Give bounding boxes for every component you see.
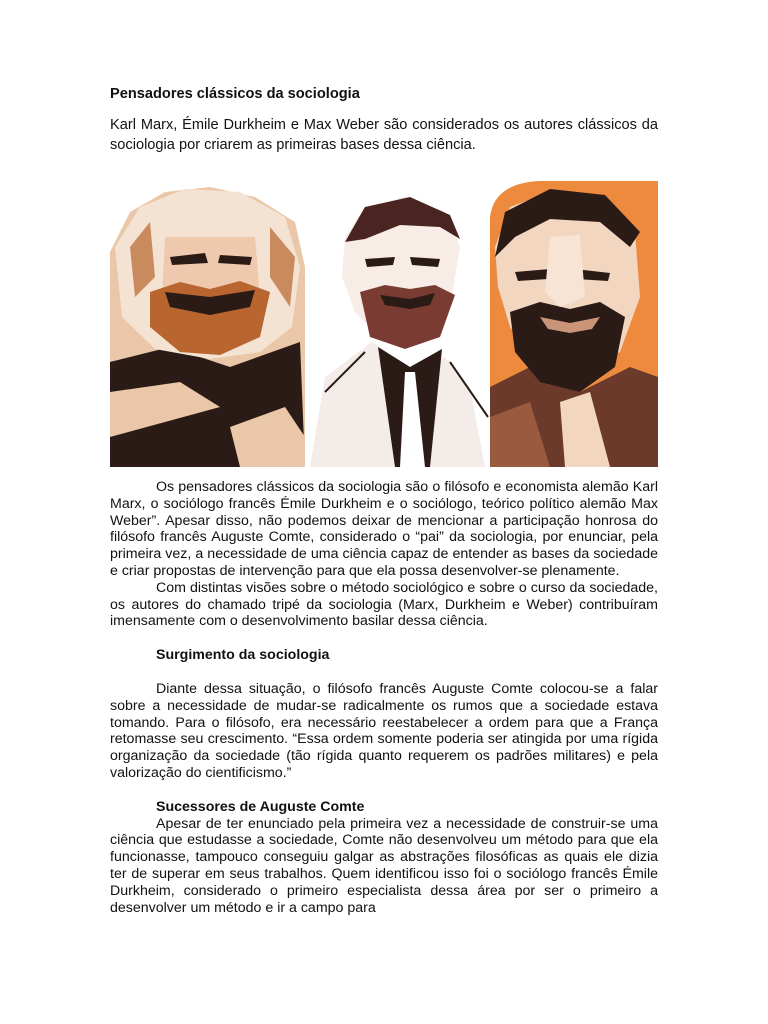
document-content <box>110 86 658 916</box>
paragraph-surgimento: Diante dessa situação, o filósofo francês Auguste Comte colocou-se a falar sobre a necessidade de mudar-se radicalmente os rumos que a sociedade estava tomando. Para o filósofo, era necessário reestabelecer a ordem para que a França retomasse seu crescimento. “Essa ordem somente poderia ser atingida por uma rígida organização da sociedade (tão rígida quanto requerem os padrões militares) e pela valorização do cientificismo.” <box>110 680 658 781</box>
portraits-illustration <box>110 177 658 467</box>
section-heading-surgimento: Surgimento da sociologia <box>156 647 330 664</box>
paragraph-1: Os pensadores clássicos da sociologia são o filósofo e economista alemão Karl Marx, o sociólogo francês Émile Durkheim e o sociólogo, teórico político alemão Max Weber”. Apesar disso, não podemos deixar de mencionar a participação honrosa do filósofo francês Auguste Comte, considerado o “pai” da sociologia, por enunciar, pela primeira vez, a necessidade de uma ciência capaz de entender as bases da sociedade e criar propostas de intervenção para que ela possa desenvolver-se plenamente. <box>110 479 658 579</box>
portraits-svg <box>110 177 658 467</box>
page-title: Pensadores clássicos da sociologia <box>110 86 360 102</box>
paragraph-2: Com distintas visões sobre o método sociológico e sobre o curso da sociedade, os autores do chamado tripé da sociologia (Marx, Durkheim e Weber) contribuíram imensamente com o desenvolvimento basilar dessa ciência. <box>110 579 658 630</box>
intro-paragraph: Karl Marx, Émile Durkheim e Max Weber são considerados os autores clássicos da sociologia por criarem as primeiras bases dessa ciência. <box>110 117 658 153</box>
marx-portrait <box>110 187 305 467</box>
durkheim-portrait <box>310 197 495 467</box>
section-heading-sucessores: Sucessores de Auguste Comte <box>156 798 365 815</box>
paragraph-sucessores: Apesar de ter enunciado pela primeira vez a necessidade de construir-se uma ciência que estudasse a sociedade, Comte não desenvolveu um método para que ela funcionasse, tampouco conseguiu galgar as abstrações filosóficas as quais ele dizia ter de superar em seus trabalhos. Quem identificou isso foi o sociólogo francês Émile Durkheim, considerado o primeiro especialista dessa área por ser o primeiro a desenvolver um método e ir a campo para <box>110 815 658 916</box>
weber-portrait <box>490 181 658 467</box>
